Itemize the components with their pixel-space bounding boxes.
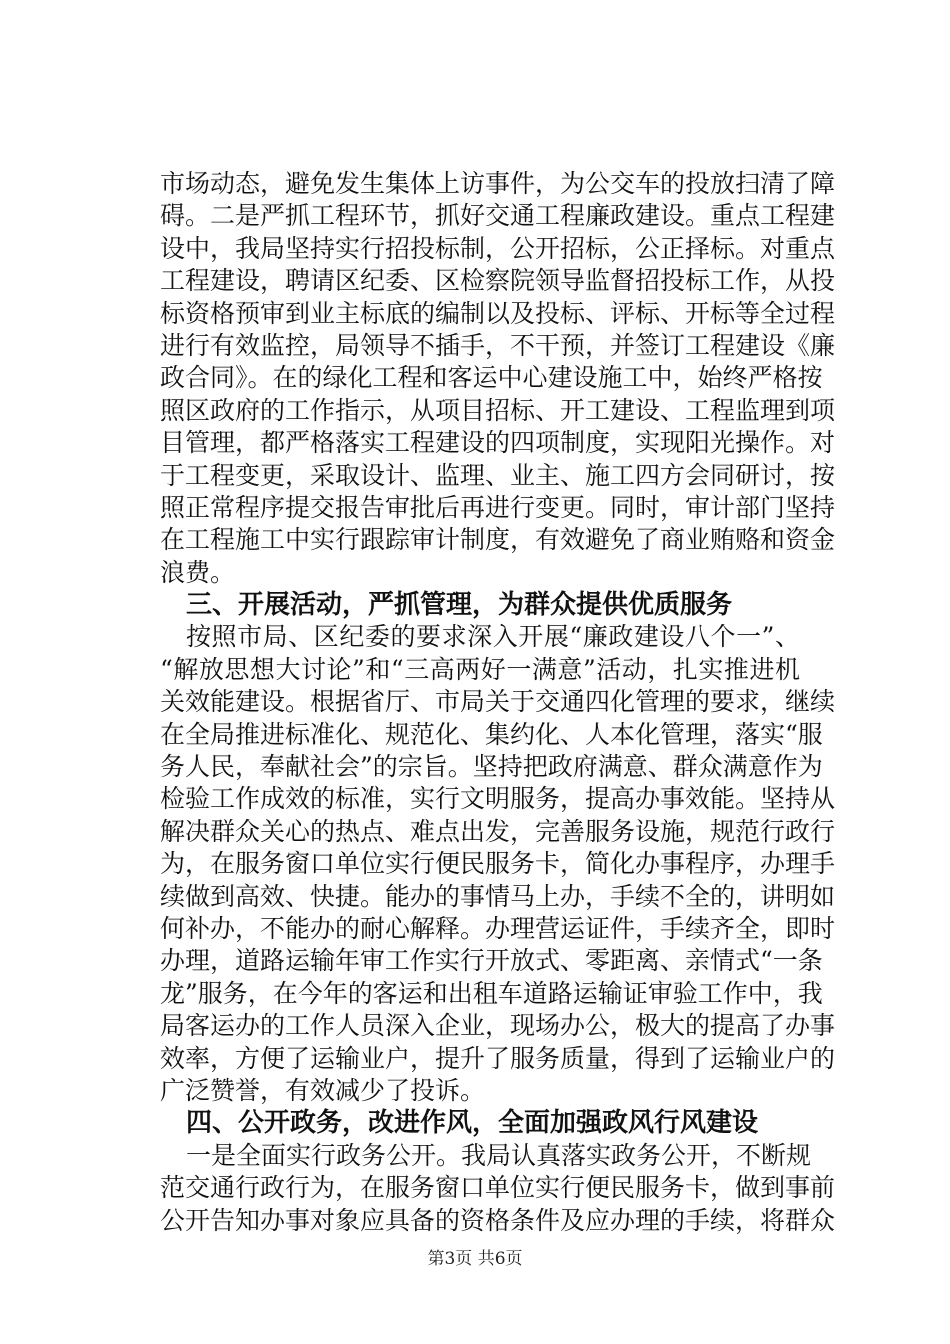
paragraph-line: 关效能建设。根据省厅、市局关于交通四化管理的要求，继续: [160, 687, 836, 717]
section-heading: 四、公开政务，改进作风，全面加强政风行风建设: [186, 1108, 759, 1139]
paragraph-line: 浪费。: [160, 557, 236, 587]
paragraph-line: 广泛赞誉，有效减少了投诉。: [160, 1075, 486, 1105]
paragraph-line: 为，在服务窗口单位实行便民服务卡，简化办事程序，办理手: [160, 849, 836, 879]
page-number-footer: 第3页 共6页: [427, 1249, 523, 1269]
paragraph-line: 龙”服务，在今年的客运和出租车道路运输证审验工作中，我: [160, 978, 823, 1008]
paragraph-line: 照区政府的工作指示，从项目招标、开工建设、工程监理到项: [160, 395, 836, 425]
paragraph-line: 效率，方便了运输业户，提升了服务质量，得到了运输业户的: [160, 1043, 836, 1073]
paragraph-line: 设中，我局坚持实行招投标制，公开招标，公正择标。对重点: [160, 233, 836, 263]
paragraph-line: 按照市局、区纪委的要求深入开展“廉政建设八个一”、: [186, 622, 800, 652]
paragraph-line: 市场动态，避免发生集体上访事件，为公交车的投放扫清了障: [160, 169, 836, 198]
paragraph-line: 进行有效监控，局领导不插手，不干预，并签订工程建设《廉: [160, 330, 836, 360]
paragraph-line: 在工程施工中实行跟踪审计制度，有效避免了商业贿赂和资金: [160, 525, 836, 555]
paragraph-line: 何补办，不能办的耐心解释。办理营运证件，手续齐全，即时: [160, 913, 836, 943]
paragraph-line: 于工程变更，采取设计、监理、业主、施工四方会同研讨，按: [160, 460, 836, 490]
paragraph-line: 照正常程序提交报告审批后再进行变更。同时，审计部门坚持: [160, 492, 836, 522]
paragraph-line: 政合同》。在的绿化工程和客运中心建设施工中，始终严格按: [160, 363, 823, 393]
paragraph-line: 务人民，奉献社会”的宗旨。坚持把政府满意、群众满意作为: [160, 752, 823, 782]
paragraph-line: “解放思想大讨论”和“三高两好一满意”活动，扎实推进机: [160, 654, 800, 684]
paragraph-line: 范交通行政行为，在服务窗口单位实行便民服务卡，做到事前: [160, 1173, 836, 1203]
paragraph-line: 标资格预审到业主标底的编制以及投标、评标、开标等全过程: [160, 298, 836, 328]
paragraph-line: 一是全面实行政务公开。我局认真落实政务公开，不断规: [186, 1140, 812, 1170]
document-body: [160, 168, 836, 1237]
paragraph-line: 目管理，都严格落实工程建设的四项制度，实现阳光操作。对: [160, 428, 836, 458]
paragraph-line: 解决群众关心的热点、难点出发，完善服务设施，规范行政行: [160, 816, 836, 846]
paragraph-line: 办理，道路运输年审工作实行开放式、零距离、亲情式“一条: [160, 946, 823, 976]
paragraph-line: 检验工作成效的标准，实行文明服务，提高办事效能。坚持从: [160, 784, 836, 814]
paragraph-line: 碍。二是严抓工程环节，抓好交通工程廉政建设。重点工程建: [160, 201, 836, 231]
paragraph-line: 局客运办的工作人员深入企业，现场办公，极大的提高了办事: [160, 1011, 836, 1041]
paragraph-line: 公开告知办事对象应具备的资格条件及应办理的手续，将群众: [160, 1205, 836, 1235]
paragraph-line: 在全局推进标准化、规范化、集约化、人本化管理，落实“服: [160, 719, 823, 749]
paragraph-line: 工程建设，聘请区纪委、区检察院领导监督招投标工作，从投: [160, 266, 836, 296]
section-heading: 三、开展活动，严抓管理，为群众提供优质服务: [186, 590, 733, 621]
paragraph-line: 续做到高效、快捷。能办的事情马上办，手续不全的，讲明如: [160, 881, 836, 911]
